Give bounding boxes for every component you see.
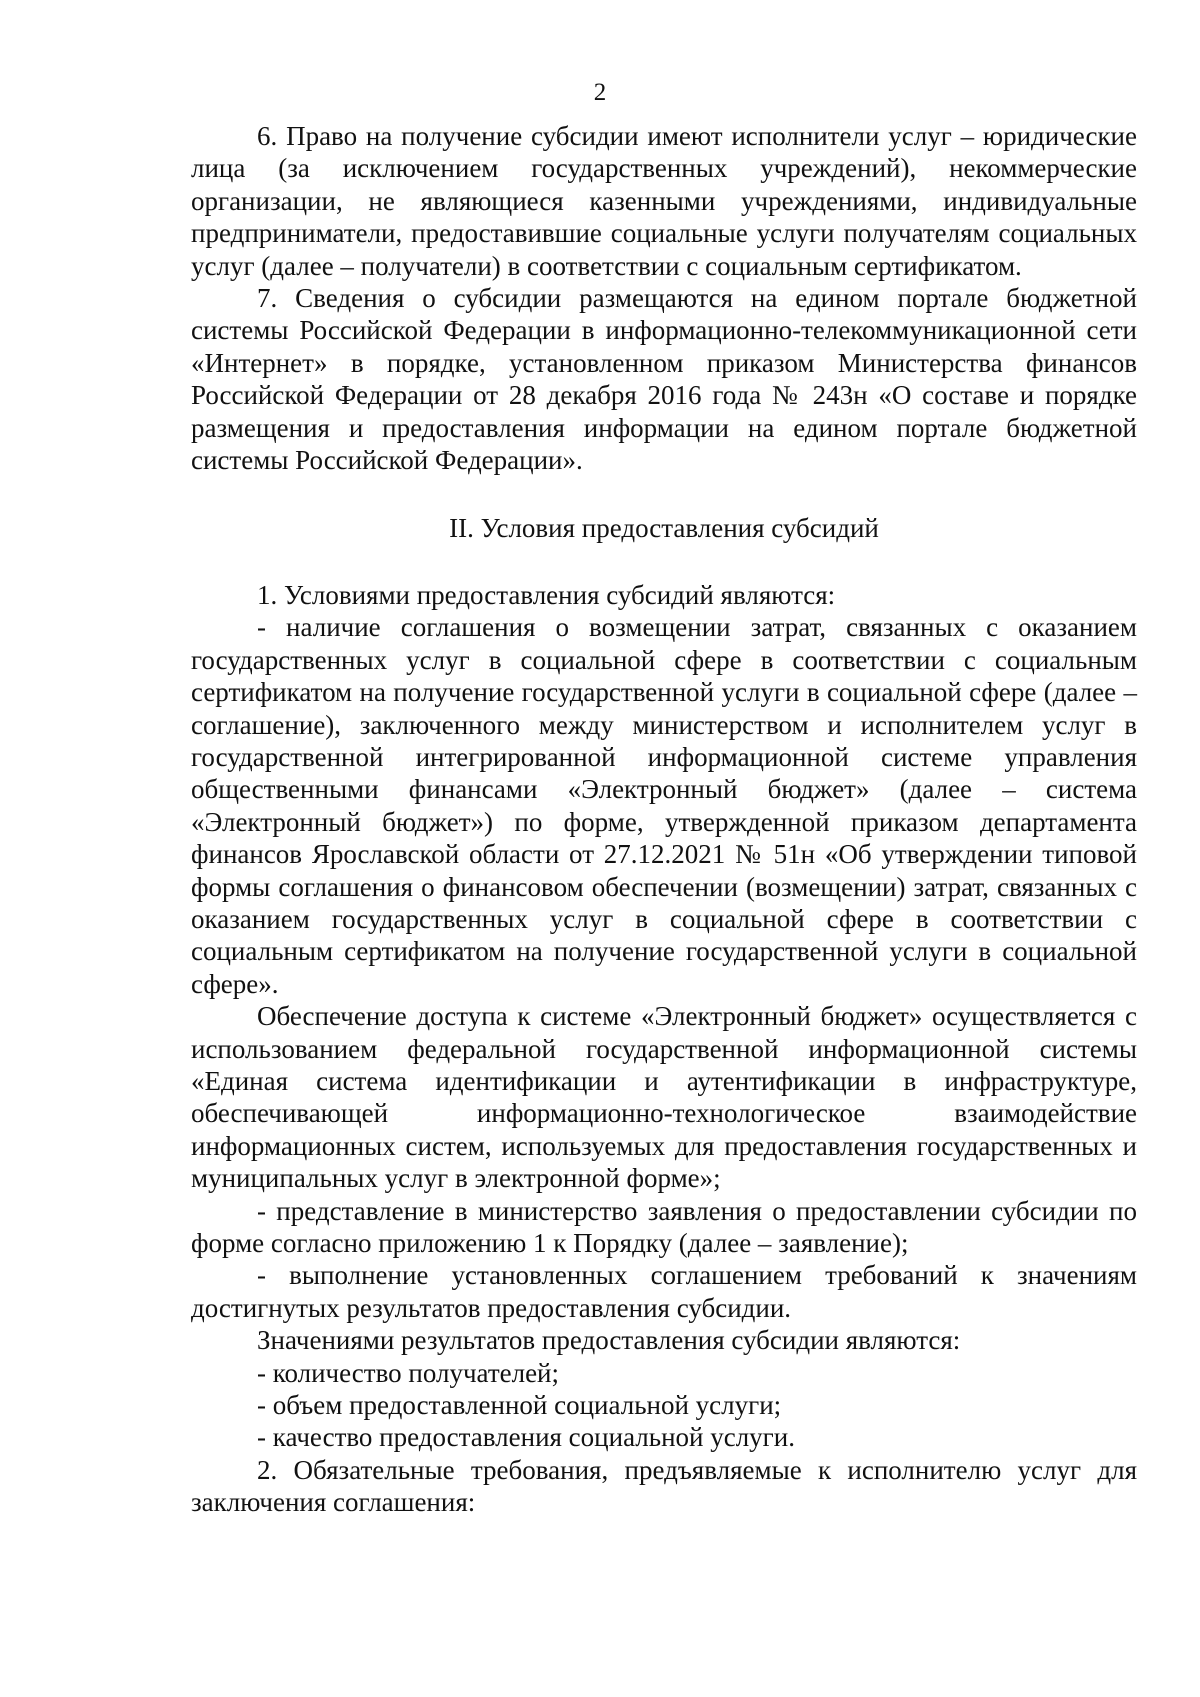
condition-1-intro: 1. Условиями предоставления субсидий являются: xyxy=(257,579,836,610)
paragraph-7: 7. Сведения о субсидии размещаются на едином портале бюджетной системы Российской Федерации в информационно-телекоммуникационной сети «Интернет» в порядке, установленном приказом Министерства финансов Российской Федерации от 28 декабря 2016 года № 243н «О составе и порядке размещения и предоставления информации на едином портале бюджетной системы Российской Федерации». xyxy=(191,283,1137,476)
condition-2-intro: 2. Обязательные требования, предъявляемые к исполнителю услуг для заключения соглашения: xyxy=(191,1454,1137,1518)
condition-application-item: - представление в министерство заявления о предоставлении субсидии по форме согласно приложению 1 к Порядку (далее – заявление); xyxy=(191,1195,1137,1258)
result-item-recipients: - количество получателей; xyxy=(257,1357,560,1388)
results-intro: Значениями результатов предоставления субсидии являются: xyxy=(257,1325,961,1356)
page-number: 2 xyxy=(593,79,607,106)
document-body xyxy=(191,120,1137,1519)
section-heading: II. Условия предоставления субсидий xyxy=(449,513,879,544)
result-item-quality: - качество предоставления социальной услуги. xyxy=(257,1422,795,1453)
paragraph-6: 6. Право на получение субсидии имеют исполнители услуг – юридические лица (за исключением государственных учреждений), некоммерческие организации, не являющиеся казенными учреждениями, индивидуальные предприниматели, предоставившие социальные услуги получателям социальных услуг (далее – получатели) в соответствии с социальным сертификатом. xyxy=(191,121,1137,281)
result-item-volume: - объем предоставленной социальной услуги; xyxy=(257,1390,782,1421)
condition-requirements-item: - выполнение установленных соглашением требований к значениям достигнутых результатов предоставления субсидии. xyxy=(191,1260,1137,1323)
access-paragraph: Обеспечение доступа к системе «Электронный бюджет» осуществляется с использованием федеральной государственной информационной системы «Единая система идентификации и аутентификации в инфраструктуре, обеспечивающей информационно-технологическое взаимодействие информационных систем, используемых для предоставления государственных и муниципальных услуг в электронной форме»; xyxy=(191,1001,1137,1194)
condition-agreement-item: - наличие соглашения о возмещении затрат, связанных с оказанием государственных услуг в социальной сфере в соответствии с социальным сертификатом на получение государственной услуги в социальной сфере (далее – соглашение), заключенного между министерством и исполнителем услуг в государственной интегрированной информационной системе управления общественными финансами «Электронный бюджет» (далее – система «Электронный бюджет») по форме, утвержденной приказом департамента финансов Ярославской области от 27.12.2021 № 51н «Об утверждении типовой формы соглашения о финансовом обеспечении (возмещении) затрат, связанных с оказанием государственных услуг в социальной сфере в соответствии с социальным сертификатом на получение государственной услуги в социальной сфере». xyxy=(191,612,1137,999)
